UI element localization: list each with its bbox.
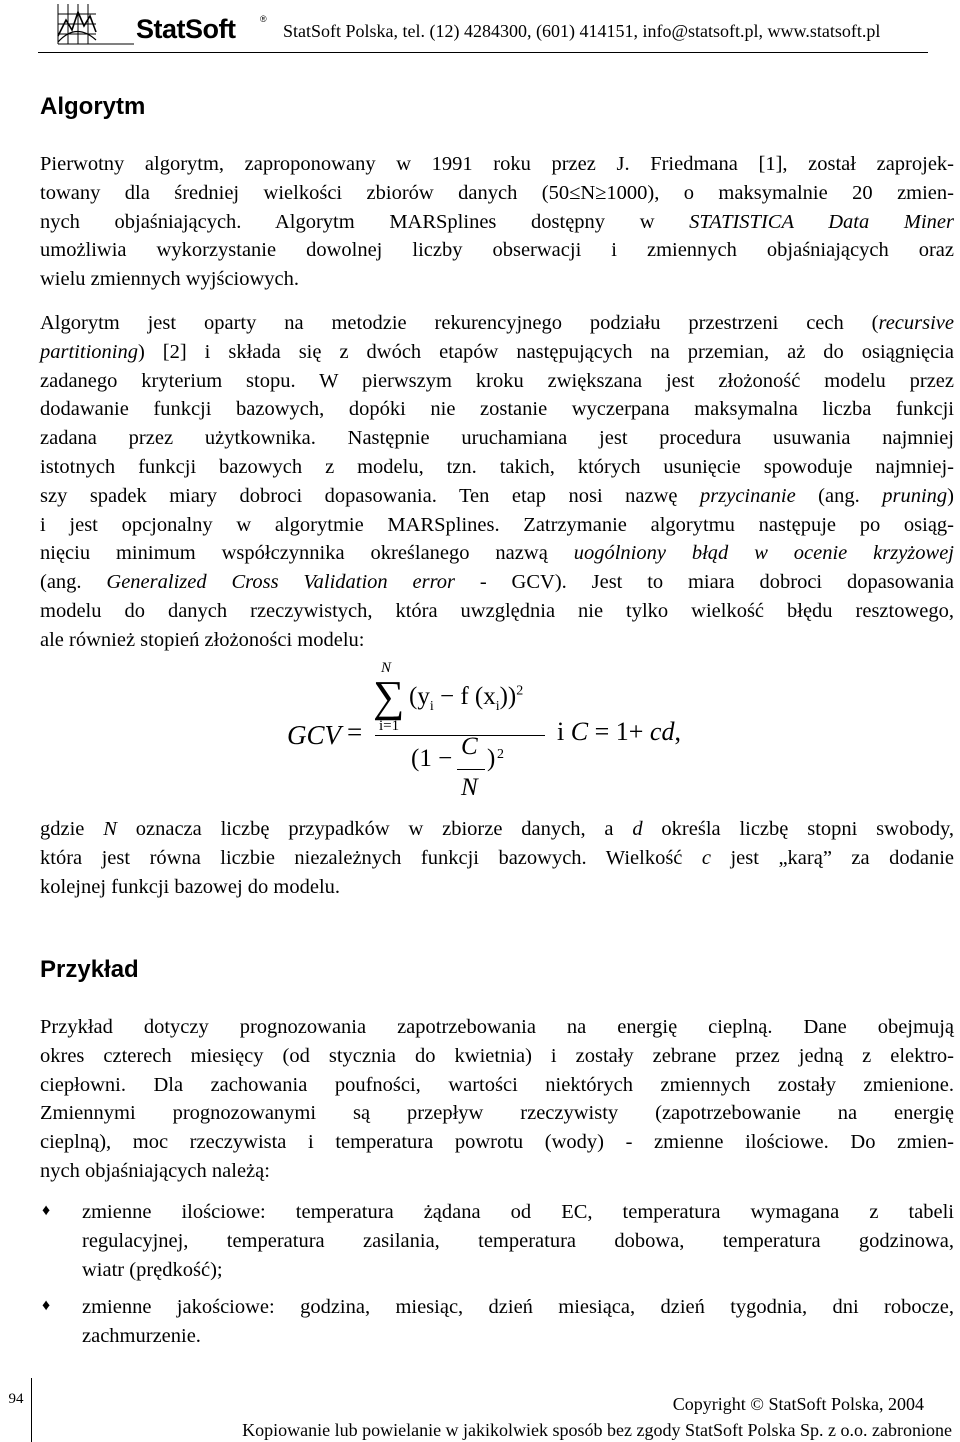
page-number-divider (31, 1378, 32, 1442)
subscript-i: i (429, 699, 434, 714)
diamond-bullet-icon: ♦ (42, 1297, 51, 1314)
copyright-notice: Copyright © StatSoft Polska, 2004 (672, 1394, 924, 1414)
text-line: cieplną), moc rzeczywista i temperatura powrotu (wody) - zmienne ilościowe. Do zmien- (40, 1131, 954, 1154)
text-segment: określa liczbę stopni swobody, (642, 818, 954, 840)
section-title-algorytm: Algorytm (40, 93, 146, 120)
sum-lower-limit: i=1 (379, 718, 400, 734)
denominator-close: ) (487, 745, 496, 772)
header-divider (38, 52, 928, 53)
text-line: Zmiennymi prognozowanymi są przepływ rzeczywisty (zapotrzebowanie na energię (40, 1102, 954, 1125)
diamond-bullet-icon: ♦ (42, 1202, 51, 1219)
text-line: istotnych funkcji bazowych z modelu, tzn. takich, których usunięcie spowoduje najmniej- (40, 455, 954, 478)
rhs-c: C (570, 717, 589, 746)
text-line (40, 482, 954, 511)
denominator-exponent: 2 (497, 747, 504, 762)
rhs-end: , (674, 717, 681, 746)
subscript-i: i (495, 699, 500, 714)
term-italic: recursive (878, 312, 954, 334)
text-line: Pierwotny algorytm, zaproponowany w 1991 roku przez J. Friedmana [1], został zaprojek- (40, 153, 954, 175)
header-contact-info: StatSoft Polska, tel. (12) 4284300, (601) 414151, info@statsoft.pl, www.statsoft.pl (283, 21, 881, 41)
sum-sign: ∑ (373, 672, 405, 721)
page-header (38, 0, 928, 50)
text-line: umożliwia wykorzystanie dowolnej liczby obserwacji i zmiennych objaśniających oraz (40, 239, 954, 262)
formula-numerator (409, 683, 523, 715)
statsoft-logo-graph-icon (56, 2, 136, 46)
text-segment: (ang. (795, 484, 883, 507)
text-segment: ) [2] i składa się z dwóch etapów następujących na przemian, aż do osiągnięcia (137, 340, 954, 363)
text-segment: nych objaśniających. Algorytm MARSplines dostępny w (40, 210, 690, 233)
var-n: N (103, 818, 117, 840)
text-line: towany dla średniej wielkości zbiorów danych (50≤N≥1000), o maksymalnie 20 zmien- (40, 181, 954, 204)
sum-upper-limit: N (381, 660, 392, 676)
formula-equals: = (347, 717, 363, 747)
list-item-text (82, 1198, 954, 1284)
text-line: ale również stopień złożoności modelu: (40, 628, 365, 651)
text-line: zmienne jakościowe: godzina, miesiąc, dzień miesiąca, dzień tygodnia, dni robocze, (82, 1296, 954, 1318)
denominator-c: C (461, 733, 478, 760)
product-name: STATISTICA Data Miner (689, 210, 954, 233)
paragraph-formula-explanation (40, 815, 954, 901)
statsoft-logo-text: StatSoft (136, 14, 236, 44)
text-line: zmienne ilościowe: temperatura żądana od EC, temperatura wymagana z tabeli (82, 1201, 954, 1223)
formula-rhs (557, 717, 681, 747)
text-segment: która jest równa liczbie niezależnych funkcji bazowych. Wielkość (40, 846, 702, 869)
formula-lhs: GCV (287, 720, 341, 750)
numerator-part: )) (499, 683, 517, 710)
text-segment: nięciu minimum współczynnika określanego nazwą (40, 542, 574, 565)
text-segment: - GCV). Jest to miara dobroci dopasowania (455, 571, 954, 594)
numerator-part: (y (409, 683, 430, 710)
text-line: Przykład dotyczy prognozowania zapotrzebowania na energię cieplną. Dane obejmują (40, 1016, 954, 1038)
paragraph-algorithm (40, 309, 954, 655)
page-number: 94 (8, 1391, 24, 1407)
numerator-part: − f (x (433, 683, 496, 710)
rhs-cd: cd (649, 717, 675, 746)
text-segment: Algorytm jest oparty na metodzie rekurencyjnego podziału przestrzeni cech ( (40, 312, 879, 334)
text-line (40, 539, 954, 568)
text-segment: (ang. (40, 571, 107, 594)
text-line: zadana przez użytkownika. Następnie uruchamiana jest procedura usuwania najmniej (40, 427, 954, 450)
inner-fraction-bar (457, 769, 485, 770)
text-line: nych objaśniających należą: (40, 1159, 270, 1182)
copying-notice: Kopiowanie lub powielanie w jakikolwiek sposób bez zgody StatSoft Polska Sp. z o.o. zabronione (242, 1420, 952, 1440)
text-line: kolejnej funkcji bazowej do modelu. (40, 875, 341, 898)
list-item-text (82, 1293, 954, 1351)
conjunction: i (557, 717, 565, 746)
text-segment: gdzie (40, 818, 104, 840)
paragraph-example (40, 1013, 954, 1186)
var-c: c (701, 846, 711, 869)
text-segment: jest „karą” za dodanie (711, 846, 954, 869)
text-line: zadanego kryterium stopu. W pierwszym kroku zwiększana jest złożoność modelu przez (40, 369, 954, 392)
text-line (40, 338, 954, 367)
text-line (40, 568, 954, 597)
text-segment: oznacza liczbę przypadków w zbiorze danych, a (116, 818, 633, 840)
registered-mark: ® (260, 14, 267, 24)
denominator-n: N (461, 774, 478, 801)
rhs-expression: = 1+ (588, 717, 650, 746)
term-italic: przycinanie (700, 484, 796, 507)
text-segment: ) (947, 484, 954, 507)
term-italic: uogólniony błąd w ocenie krzyżowej (573, 542, 955, 565)
text-line: regulacyjnej, temperatura zasilania, temperatura dobowa, temperatura godzinowa, (82, 1229, 954, 1252)
text-segment: szy spadek miary dobroci dopasowania. Ten etap nosi nazwę (40, 484, 701, 507)
formula-denominator-open: (1 − (411, 745, 453, 772)
text-line: wiatr (prędkość); (82, 1258, 223, 1281)
text-line (40, 844, 954, 873)
text-line: okres czterech miesięcy (od stycznia do kwietnia) i zostały zebrane przez jedną z elektro- (40, 1044, 954, 1067)
term-italic: pruning (882, 484, 948, 507)
section-title-przyklad: Przykład (40, 956, 139, 983)
fraction-bar (375, 735, 545, 736)
text-line (40, 815, 954, 844)
text-line: modelu do danych rzeczywistych, która uwzględnia nie tylko wielkość błędu resztowego, (40, 599, 954, 622)
text-line: wielu zmiennych wyjściowych. (40, 268, 300, 291)
exponent-2: 2 (516, 683, 524, 699)
gcv-formula (285, 655, 705, 805)
text-line: ciepłowni. Dla zachowania poufności, wartości niektórych zmiennych zostały zmienione. (40, 1073, 954, 1096)
text-line: zachmurzenie. (82, 1324, 201, 1347)
text-line (40, 309, 954, 338)
text-line: i jest opcjonalny w algorytmie MARSplines. Zatrzymanie algorytmu następuje po osiąg- (40, 513, 954, 536)
text-line: dodawanie funkcji bazowych, dopóki nie zostanie wyczerpana maksymalna liczba funkcji (40, 398, 954, 421)
term-italic: Generalized Cross Validation error (106, 571, 456, 594)
term-italic: partitioning (40, 340, 138, 363)
text-line (40, 208, 954, 237)
paragraph-intro (40, 150, 954, 294)
var-d: d (632, 818, 643, 840)
